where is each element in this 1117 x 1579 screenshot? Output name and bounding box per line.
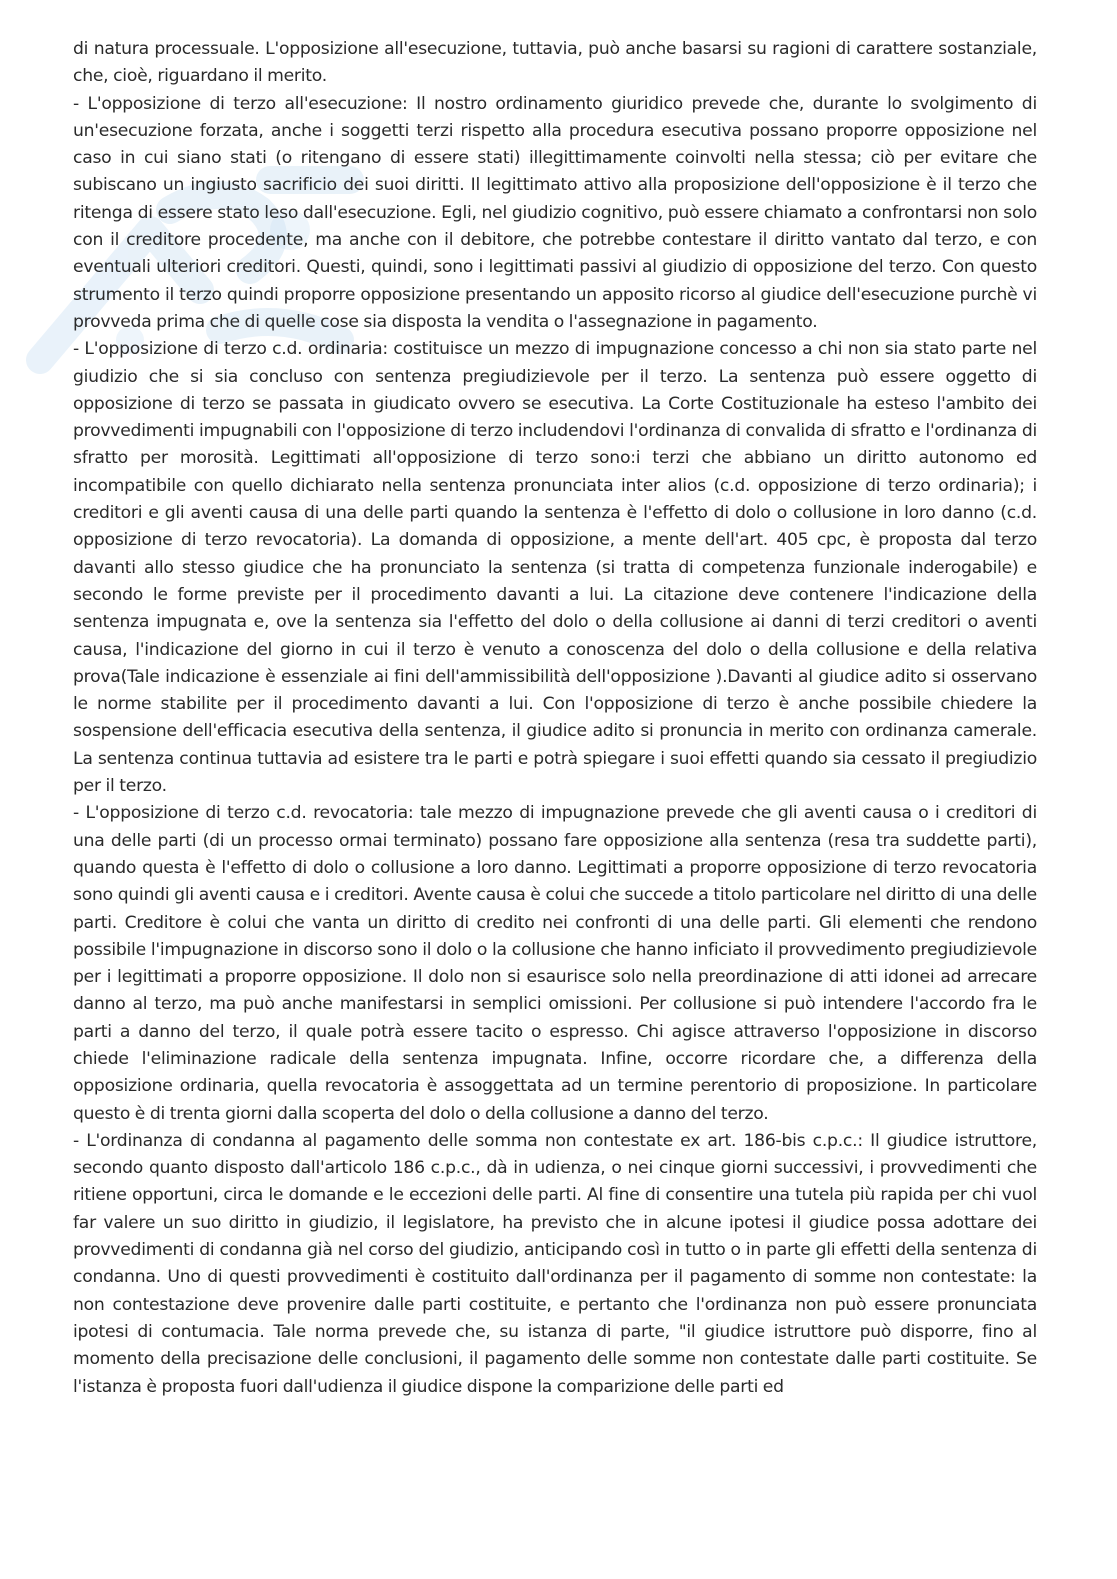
- paragraph-ordinanza-186-bis: - L'ordinanza di condanna al pagamento delle somma non contestate ex art. 186-bis c.p.c.: Il giudice istruttore, secondo quanto disposto dall'articolo 186 c.p.c., dà in udienza, o nei cinque giorni successivi, i provvedimenti che ritiene opportuni, circa le domande e le eccezioni delle parti. Al fine di consentire una tutela più rapida per chi vuol far valere un suo diritto in giudizio, il legislatore, ha previsto che in alcune ipotesi il giudice possa adottare dei provvedimenti di condanna già nel corso del giudizio, anticipando così in tutto o in parte gli effetti della sentenza di condanna. Uno di questi provvedimenti è costituito dall'ordinanza per il pagamento di somme non contestate: la non contestazione deve provenire dalle parti costituite, e pertanto che l'ordinanza non può essere pronunciata ipotesi di contumacia. Tale norma prevede che, su istanza di parte, "il giudice istruttore può disporre, fino al momento della precisazione delle conclusioni, il pagamento delle somme non contestate dalle parti costituite. Se l'istanza è proposta fuori dall'udienza il giudice dispone la comparizione delle parti ed: [73, 1130, 1037, 1397]
- paragraph-opposizione-terzo-ordinaria: - L'opposizione di terzo c.d. ordinaria: costituisce un mezzo di impugnazione concesso a chi non sia stato parte nel giudizio che si sia concluso con sentenza pregiudizievole per il terzo. La sentenza può essere oggetto di opposizione di terzo se passata in giudicato ovvero se esecutiva. La Corte Costituzionale ha esteso l'ambito dei provvedimenti impugnabili con l'opposizione di terzo includendovi l'ordinanza di convalida di sfratto e l'ordinanza di sfratto per morosità. Legittimati all'opposizione di terzo sono:i terzi che abbiano un diritto autonomo ed incompatibile con quello dichiarato nella sentenza pronunciata inter alios (c.d. opposizione di terzo ordinaria); i creditori e gli aventi causa di una delle parti quando la sentenza è l'effetto di dolo o collusione in loro danno (c.d. opposizione di terzo revocatoria). La domanda di opposizione, a mente dell'art. 405 cpc, è proposta dal terzo davanti allo stesso giudice che ha pronunciato la sentenza (si tratta di competenza funzionale inderogabile) e secondo le forme previste per il procedimento davanti a lui. La citazione deve contenere l'indicazione della sentenza impugnata e, ove la sentenza sia l'effetto del dolo o della collusione ai danni di terzi creditori o aventi causa, l'indicazione del giorno in cui il terzo è venuto a conoscenza del dolo o della collusione e della relativa prova(Tale indicazione è essenziale ai fini dell'ammissibilità dell'opposizione ).Davanti al giudice adito si osservano le norme stabilite per il procedimento davanti a lui. Con l'opposizione di terzo è anche possibile chiedere la sospensione dell'efficacia esecutiva della sentenza, il giudice adito si pronuncia in merito con ordinanza camerale. La sentenza continua tuttavia ad esistere tra le parti e potrà spiegare i suoi effetti quando sia cessato il pregiudizio per il terzo.: [73, 339, 1037, 797]
- paragraph-opposizione-terzo-revocatoria: - L'opposizione di terzo c.d. revocatoria: tale mezzo di impugnazione prevede che gli aventi causa o i creditori di una delle parti (di un processo ormai terminato) possano fare opposizione alla sentenza (resa tra suddette parti), quando questa è l'effetto di dolo o collusione a loro danno. Legittimati a proporre opposizione di terzo revocatoria sono quindi gli aventi causa e i creditori. Avente causa è colui che succede a titolo particolare nel diritto di una delle parti. Creditore è colui che vanta un diritto di credito nei confronti di una delle parti. Gli elementi che rendono possibile l'impugnazione in discorso sono il dolo o la collusione che hanno inficiato il provvedimento pregiudizievole per i legittimati a proporre opposizione. Il dolo non si esaurisce solo nella preordinazione di atti idonei ad arrecare danno al terzo, ma può anche manifestarsi in semplici omissioni. Per collusione si può intendere l'accordo fra le parti a danno del terzo, il quale potrà essere tacito o espresso. Chi agisce attraverso l'opposizione in discorso chiede l'eliminazione radicale della sentenza impugnata. Infine, occorre ricordare che, a differenza della opposizione ordinaria, quella revocatoria è assoggettata ad un termine perentorio di proposizione. In particolare questo è di trenta giorni dalla scoperta del dolo o della collusione a danno del terzo.: [73, 803, 1037, 1124]
- document-body: [73, 36, 1037, 1401]
- paragraph-opposizione-esecuzione-end: di natura processuale. L'opposizione all'esecuzione, tuttavia, può anche basarsi su ragioni di carattere sostanziale, che, cioè, riguardano il merito.: [73, 39, 1037, 87]
- paragraph-opposizione-terzo-esecuzione: - L'opposizione di terzo all'esecuzione: Il nostro ordinamento giuridico prevede che, durante lo svolgimento di un'esecuzione forzata, anche i soggetti terzi rispetto alla procedura esecutiva possano proporre opposizione nel caso in cui siano stati (o ritengano di essere stati) illegittimamente coinvolti nella stessa; ciò per evitare che subiscano un ingiusto sacrificio dei suoi diritti. Il legittimato attivo alla proposizione dell'opposizione è il terzo che ritenga di essere stato leso dall'esecuzione. Egli, nel giudizio cognitivo, può essere chiamato a confrontarsi non solo con il creditore procedente, ma anche con il debitore, che potrebbe contestare il diritto vantato dal terzo, e con eventuali ulteriori creditori. Questi, quindi, sono i legittimati passivi al giudizio di opposizione del terzo. Con questo strumento il terzo quindi proporre opposizione presentando un apposito ricorso al giudice dell'esecuzione purchè vi provveda prima che di quelle cose sia disposta la vendita o l'assegnazione in pagamento.: [73, 93, 1037, 332]
